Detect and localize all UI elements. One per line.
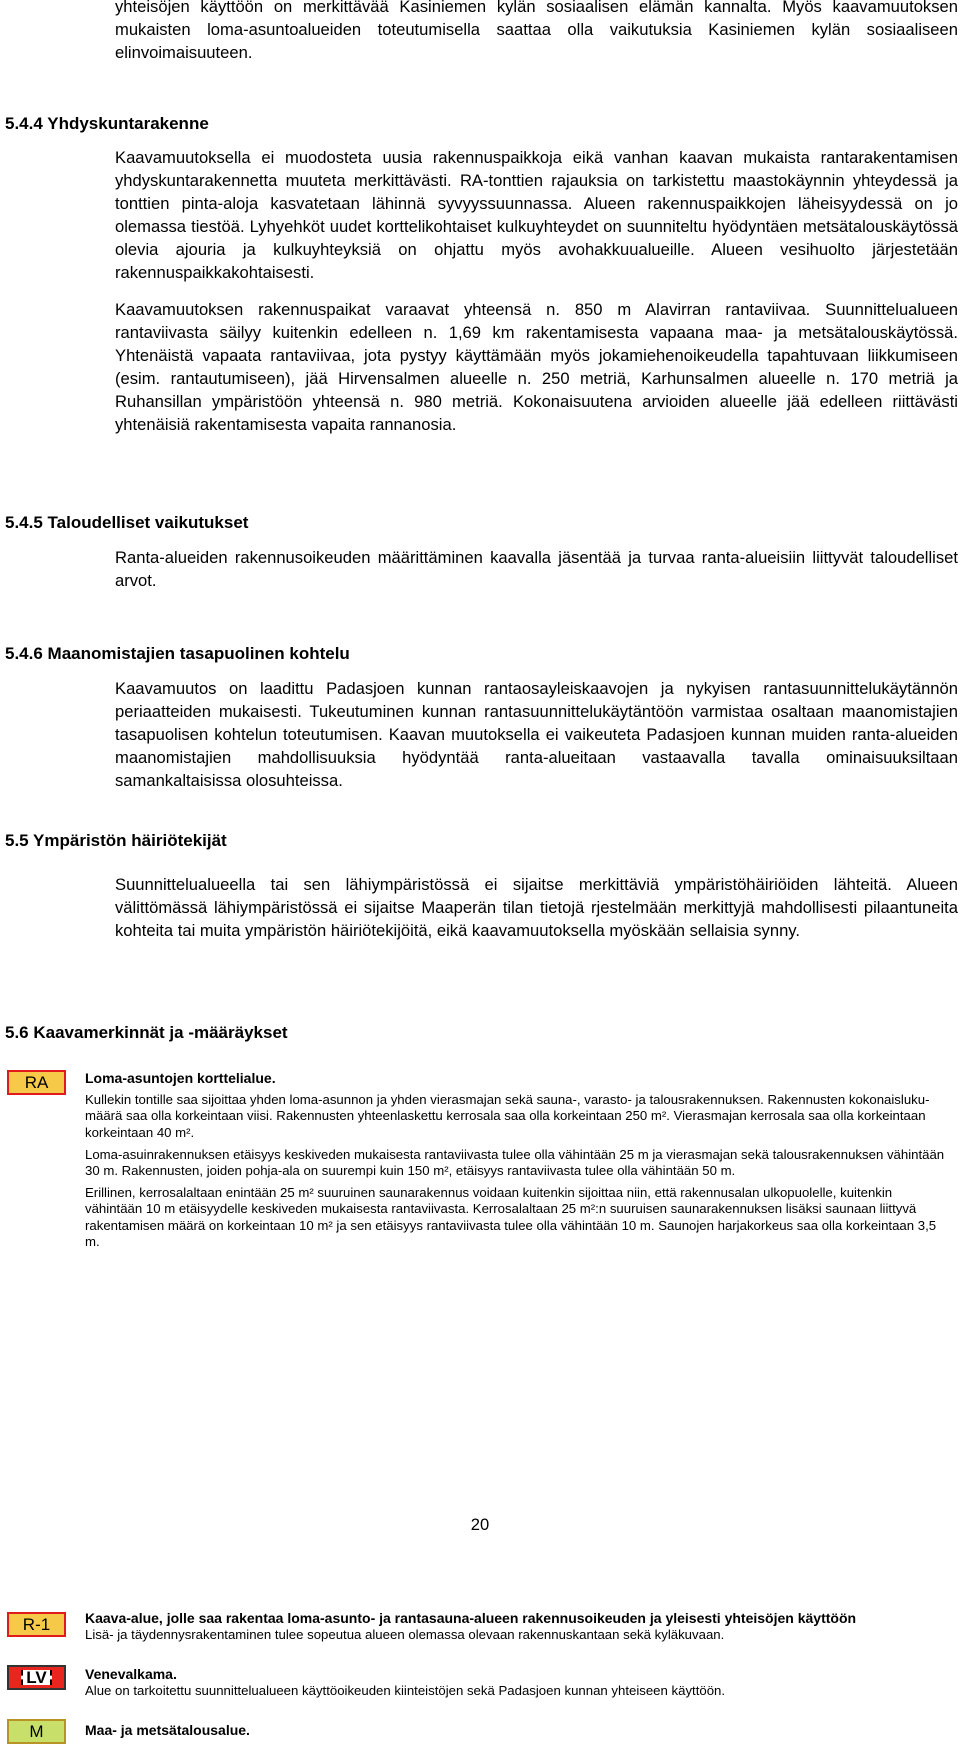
section-5-4-5-body [115,546,958,592]
legend-lv-paragraph-1: Alue on tarkoitettu suunnittelualueen käyttöoikeuden kiinteistöjen sekä Padasjoen kunnan yhteiseen käyttöön. [85,1683,726,1699]
legend-m-title: Maa- ja metsätalousalue. [85,1722,250,1738]
section-5-5-paragraph-1: Suunnittelualueella tai sen lähiympäristössä ei sijaitse merkittäviä ympäristöhäiriöiden lähteitä. Alueen välittömässä lähiympäristössä ei sijaitse Maaperän tilan tietojä rjestelmään merkittyjä mahdollisesti pilaantuneita kohteita tai muita ympäristön häiriötekijöitä, eikä kaavamuutoksella myöskään sellaisia synny. [115,875,958,940]
section-5-5-body [115,873,958,942]
section-5-4-6-paragraph-1: Kaavamuutos on laadittu Padasjoen kunnan rantaosayleiskaavojen ja nykyisen rantasuunnittelukäytännön periaatteiden mukaisesti. Tukeutuminen kunnan rantasuunnittelukäytäntöön varmistaa osaltaan maanomistajien tasapuolisen kohtelun toteutumisen. Kaavan muutoksella ei vaikeuteta Padasjoen kunnan muiden ranta-alueiden maanomistajien mahdollisuuksia hyödyntää ranta-alueitaan vastaavalla tavalla ominaisuuksiltaan samankaltaisissa olosuhteissa. [115,679,958,790]
legend-m-text [85,1722,950,1744]
section-5-4-4-paragraph-1: Kaavamuutoksella ei muodosteta uusia rakennuspaikkoja eikä vanhan kaavan mukaista rantarakentamisen yhdyskuntarakennetta muuteta merkittävästi. RA-tonttien rajauksia on tarkistettu maastokäynnin yhteydessä ja tonttien pinta-aloja kasvatetaan lähinnä syvyyssuunnassa. Alueen rakennuspaikkojen läheisyydessä on jo olemassa tiestöä. Lyhyehköt uudet korttelikohtaiset kulkuyhteydet on suunniteltu hyödyntäen metsätalouskäytössä olevia ajouria ja kulkuyhteyksiä on ohjattu myös avohakkuualueille. Alueen vesihuolto järjestetään rakennuspaikkakohtaisesti. [115,148,958,282]
symbol-m: M [7,1719,66,1744]
legend-ra-paragraph-2: Loma-asuinrakennuksen etäisyys keskiveden mukaisesta rantaviivasta tulee olla vähintään 25 m ja vierasmajan sekä talousrakennuksen vähintään 30 m. Rakennusten, joiden pohja-ala on suurempi kuin 150 m², etäisyys rantaviivasta tulee olla vähintään 50 m. [85,1146,945,1179]
legend-ra-paragraph-3: Erillinen, kerrosalaltaan enintään 25 m² suuruinen saunarakennus voidaan kuitenkin sijoittaa niin, että rakennusalan ulkopuolelle, kuitenkin vähintään 10 m etäisyydelle keskiveden mukaisesta rantaviivasta. Kerrosalaltaan 25 m²:n suuruisen saunarakennuksen lisäksi saunaan liittyvä rakentamisen määrä on korkeintaan 10 m² ja sen etäisyys rantaviivasta tulee olla vähintään 10 m. Saunojen harjakorkeus saa olla korkeintaan 3,5 m. [85,1185,937,1249]
heading-5-4-4: 5.4.4 Yhdyskuntarakenne [5,114,209,133]
section-5-4-6-body [115,677,958,792]
legend-r1-title: Kaava-alue, jolle saa rakentaa loma-asunto- ja rantasauna-alueen rakennusoikeuden ja yleisesti yhteisöjen käyttöön [85,1610,857,1626]
legend-r1-paragraph-1: Lisä- ja täydennysrakentaminen tulee sopeutua alueen olemassa olevaan rakennuskantaan sekä kyläkuvaan. [85,1627,725,1643]
page-number: 20 [470,1515,490,1534]
heading-5-4-6: 5.4.6 Maanomistajien tasapuolinen kohtelu [5,644,350,663]
legend-r1-text [85,1610,950,1649]
symbol-ra: RA [7,1070,66,1095]
legend-ra-text [85,1070,950,1256]
legend-ra-paragraph-1: Kullekin tontille saa sijoittaa yhden loma-asunnon ja yhden vierasmajan sekä sauna-, varasto- ja talousrakennuksen. Rakennusten kokonaislukumäärä saa olla korkeintaan viisi. Rakennusten yhteenlaskettu kerrosala saa olla korkeintaan 250 m². Vierasmajan kerrosala saa olla korkeintaan korkeintaan 40 m². [85,1092,930,1140]
legend-lv-text [85,1666,950,1705]
heading-5-4-5: 5.4.5 Taloudelliset vaikutukset [5,513,249,532]
section-5-4-4-paragraph-2: Kaavamuutoksen rakennuspaikat varaavat yhteensä n. 850 m Alavirran rantaviivaa. Suunnittelualueen rantaviivasta säilyy kuitenkin edelleen n. 1,69 km rakentamisesta vapaana maa- ja metsätalouskäytössä. Yhtenäistä vapaata rantaviivaa, jota pystyy käyttämään myös jokamiehenoikeudella tapahtuvaan liikkumiseen (esim. rantautumiseen), jää Hirvensalmen alueelle n. 250 metriä, Karhunsalmen alueelle n. 170 metriä ja Ruhansillan ympäristöön yhteensä n. 980 metriä. Kokonaisuutena arvioiden alueelle jää edelleen riittävästi yhtenäisiä rakentamisesta vapaita rannanosia. [115,300,958,434]
section-5-4-4-body [115,146,958,436]
heading-5-5: 5.5 Ympäristön häiriötekijät [5,831,227,850]
intro-paragraph: yhteisöjen käyttöön on merkittävää Kasiniemen kylän sosiaalisen elämän kannalta. Myös kaavamuutoksen mukaisten loma-asuntoalueiden toteutumisella saattaa olla vaikutuksia Kasiniemen kylän sosiaaliseen elinvoimaisuuteen. [115,0,958,62]
symbol-lv [7,1665,66,1690]
heading-5-6: 5.6 Kaavamerkinnät ja -määräykset [5,1023,288,1042]
symbol-lv-label: LV [21,1670,51,1685]
symbol-r1: R-1 [7,1612,66,1637]
legend-lv-title: Venevalkama. [85,1666,177,1682]
legend-ra-title: Loma-asuntojen korttelialue. [85,1070,276,1086]
section-5-4-5-paragraph-1: Ranta-alueiden rakennusoikeuden määrittäminen kaavalla jäsentää ja turvaa ranta-alueisiin liittyvät taloudelliset arvot. [115,548,958,590]
